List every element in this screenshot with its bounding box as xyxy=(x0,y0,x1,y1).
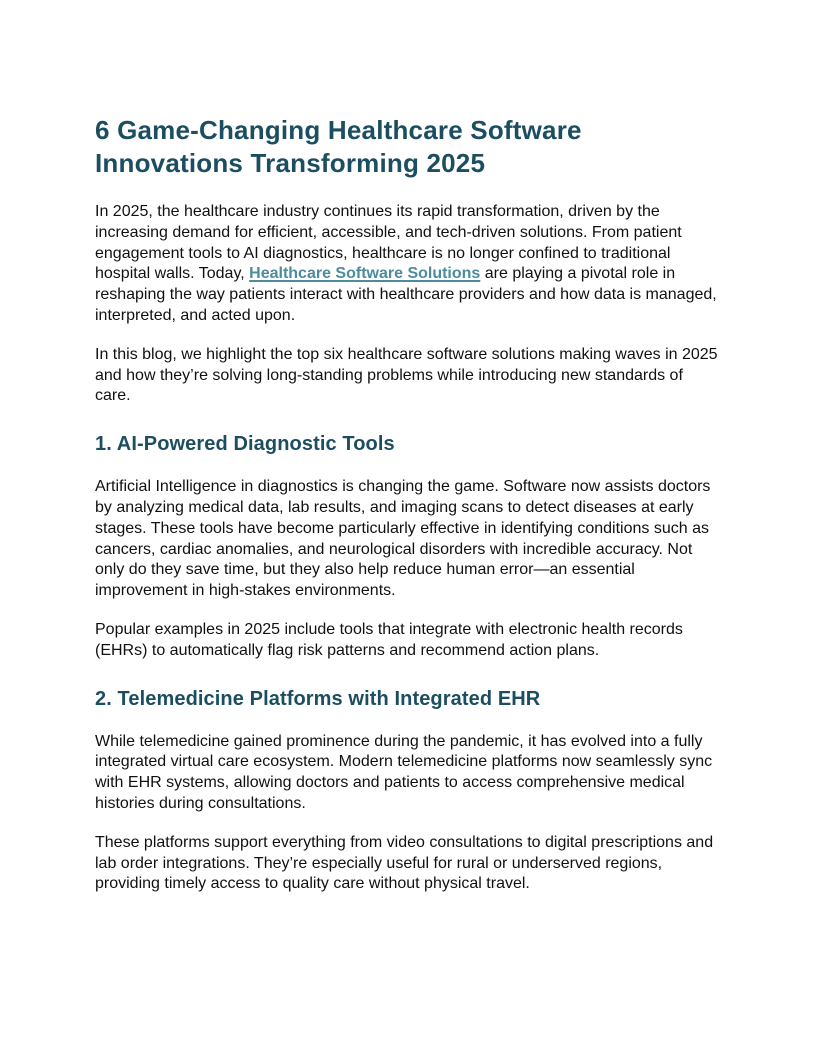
article-title: 6 Game-Changing Healthcare Software Innovations Transforming 2025 xyxy=(95,115,582,178)
healthcare-software-solutions-link[interactable]: Healthcare Software Solutions xyxy=(249,265,481,283)
section-2-heading: 2. Telemedicine Platforms with Integrated EHR xyxy=(95,687,541,710)
intro-text-before-link: In 2025, the healthcare industry continues its rapid transformation, driven by the increasing demand for efficient, accessible, and tech-driven solutions. From patient engagement tools to AI diagnostics, healthcare is no longer confined to traditional hospital walls. Today, xyxy=(95,203,682,283)
section-1-paragraph-2: Popular examples in 2025 include tools that integrate with electronic health records (EHRs) to automatically flag risk patterns and recommend action plans. xyxy=(95,620,683,659)
section-2-paragraph-1: While telemedicine gained prominence during the pandemic, it has evolved into a fully integrated virtual care ecosystem. Modern telemedicine platforms now seamlessly sync with EHR systems, allowing doctors and patients to access comprehensive medical histories during consultations. xyxy=(95,732,713,812)
overview-paragraph: In this blog, we highlight the top six healthcare software solutions making waves in 2025 and how they’re solving long-standing problems while introducing new standards of care. xyxy=(95,345,718,405)
section-telemedicine-platforms xyxy=(95,686,722,896)
section-ai-diagnostic-tools xyxy=(95,431,722,661)
section-1-paragraph-1: Artificial Intelligence in diagnostics is changing the game. Software now assists doctors by analyzing medical data, lab results, and imaging scans to detect diseases at early stages. These tools have become particularly effective in identifying conditions such as cancers, cardiac anomalies, and neurological disorders with incredible accuracy. Not only do they save time, but they also help reduce human error—an essential improvement in high-stakes environments. xyxy=(95,478,711,600)
intro-text-after-link: are playing a pivotal role in reshaping the way patients interact with healthcare providers and how data is managed, interpreted, and acted upon. xyxy=(95,265,717,324)
intro-paragraph xyxy=(95,202,722,327)
section-1-heading: 1. AI-Powered Diagnostic Tools xyxy=(95,433,395,456)
section-2-paragraph-2: These platforms support everything from video consultations to digital prescriptions and lab order integrations. They’re especially useful for rural or underserved regions, providing timely access to quality care without physical travel. xyxy=(95,833,714,893)
